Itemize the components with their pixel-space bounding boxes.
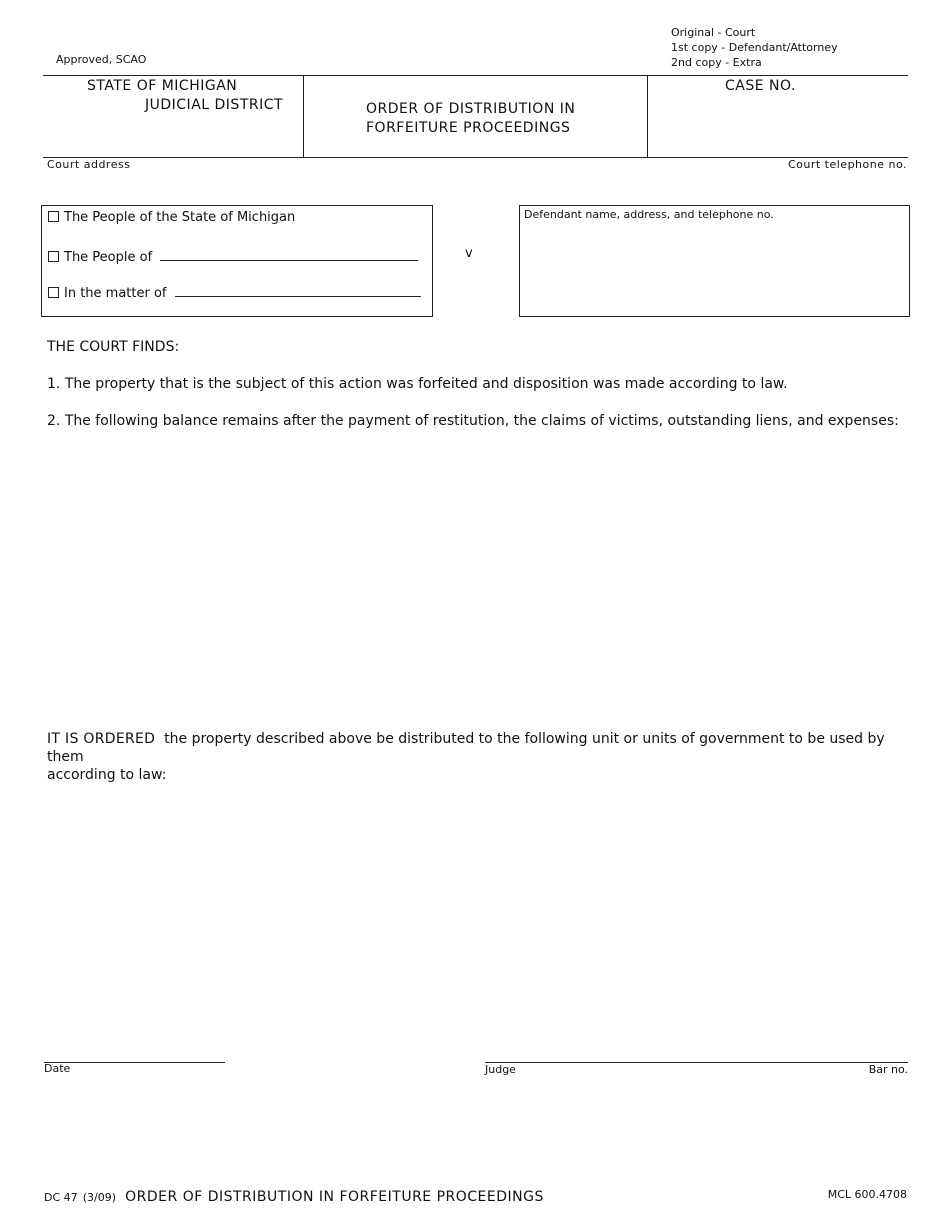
finding-item-2: [47, 413, 899, 429]
plaintiff-box: [41, 205, 433, 317]
order-text-line2: according to law:: [47, 767, 167, 783]
bar-no-label: Bar no.: [868, 1063, 908, 1076]
form-title-line2: FORFEITURE PROCEEDINGS: [366, 120, 571, 136]
header-bottom-rule: [43, 157, 908, 158]
district-label: JUDICIAL DISTRICT: [145, 97, 284, 113]
order-label: IT IS ORDERED: [47, 731, 156, 747]
finding-1-number: 1.: [47, 376, 61, 392]
judge-label: Judge: [485, 1063, 516, 1076]
approved-label: Approved, SCAO: [56, 53, 147, 66]
defendant-label: Defendant name, address, and telephone no.: [524, 208, 774, 221]
matter-of-checkbox[interactable]: [48, 287, 59, 298]
header-divider-right: [647, 75, 648, 157]
case-no-label: CASE NO.: [725, 78, 796, 94]
court-address-label: Court address: [47, 158, 131, 171]
order-text-line1: the property described above be distributed to the following unit or units of government to be used by them: [47, 731, 885, 765]
finding-item-1: [47, 376, 788, 392]
option-matter-of-row: [48, 284, 423, 301]
option-people-of-label: The People of: [64, 250, 153, 265]
court-phone-label: Court telephone no.: [787, 158, 907, 171]
footer-revision: (3/09): [82, 1191, 117, 1204]
distribution-copy1: 1st copy - Defendant/Attorney: [671, 41, 838, 54]
date-label: Date: [44, 1062, 71, 1075]
matter-of-field[interactable]: [175, 284, 421, 297]
footer-statute: MCL 600.4708: [827, 1188, 907, 1201]
distribution-copy2: 2nd copy - Extra: [671, 56, 762, 69]
footer-title: ORDER OF DISTRIBUTION IN FORFEITURE PROCEEDINGS: [125, 1189, 544, 1205]
finding-2-text: The following balance remains after the payment of restitution, the claims of victims, outstanding liens, and expenses:: [64, 413, 899, 429]
form-title: [366, 100, 575, 138]
option-matter-of-label: In the matter of: [64, 286, 167, 301]
defendant-box[interactable]: [519, 205, 910, 317]
state-checkbox[interactable]: [48, 211, 59, 222]
versus-label: v: [465, 246, 473, 261]
option-people-of-row: [48, 248, 423, 265]
option-state-row[interactable]: [48, 210, 295, 225]
distribution-original: Original - Court: [671, 26, 756, 39]
footer-form-code: DC 47: [44, 1191, 78, 1204]
government-units-field[interactable]: [47, 775, 907, 1045]
form-title-line1: ORDER OF DISTRIBUTION IN: [366, 101, 576, 117]
footer: [44, 1186, 544, 1205]
finding-1-text: The property that is the subject of this action was forfeited and disposition was made according to law.: [64, 376, 788, 392]
date-line[interactable]: [44, 1062, 225, 1063]
state-label: STATE OF MICHIGAN: [87, 78, 238, 94]
header-divider-left: [303, 75, 304, 157]
findings-heading: THE COURT FINDS:: [47, 339, 180, 355]
people-of-field[interactable]: [160, 248, 418, 261]
header-top-rule: [43, 75, 908, 76]
distribution-list: [671, 25, 838, 70]
finding-2-number: 2.: [47, 413, 61, 429]
judge-signature-line[interactable]: [485, 1062, 908, 1063]
people-of-checkbox[interactable]: [48, 251, 59, 262]
option-state-label: The People of the State of Michigan: [64, 210, 296, 225]
case-no-field[interactable]: [650, 100, 905, 154]
balance-field[interactable]: [47, 440, 907, 710]
